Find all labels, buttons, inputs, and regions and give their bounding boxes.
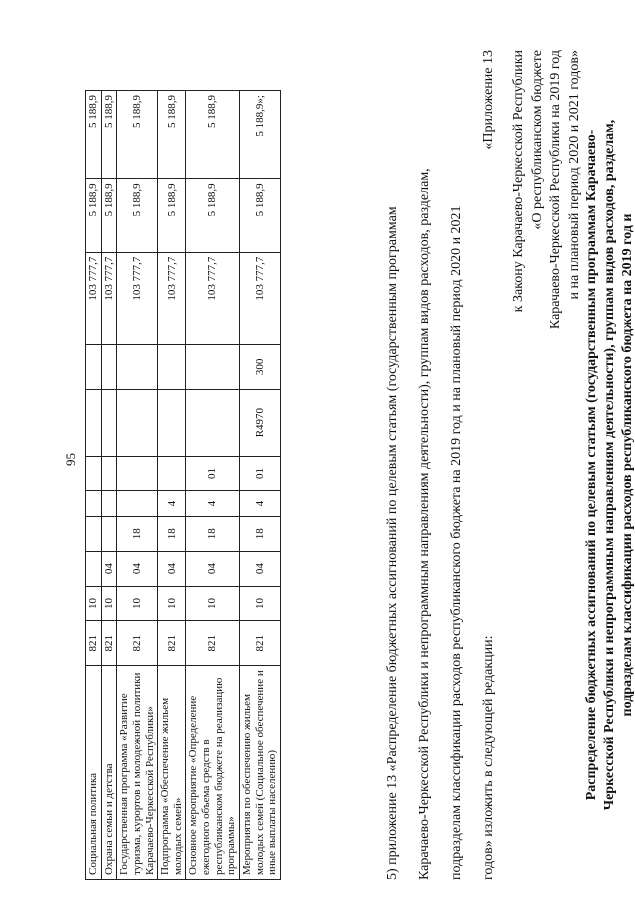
table-cell-v2: 5 188,9 — [101, 179, 117, 252]
table-cell-v3: 5 188,9 — [158, 91, 186, 179]
page-number: 95 — [63, 453, 78, 466]
table-cell-name: Социальная политика — [86, 666, 102, 880]
table-cell-c4 — [86, 516, 102, 551]
table-cell-c4: 18 — [117, 516, 158, 551]
table-cell-c1: 821 — [186, 621, 240, 666]
title-line-1: Распределение бюджетных ассигнований по целевым статьям (государственным программам Карачаево- — [584, 129, 599, 801]
table-cell-name: Подпрограмма «Обеспечение жильем молодых семей» — [158, 666, 186, 880]
table-cell-v3: 5 188,9 — [86, 91, 102, 179]
table-cell-c6 — [117, 456, 158, 491]
table-cell-c2: 10 — [186, 586, 240, 621]
table-cell-c8 — [186, 345, 240, 390]
table-cell-c4: 18 — [240, 516, 281, 551]
table-cell-c8 — [158, 345, 186, 390]
table-cell-v2: 5 188,9 — [86, 179, 102, 252]
table-cell-v1: 103 777,7 — [117, 252, 158, 345]
table-cell-v2: 5 188,9 — [240, 179, 281, 252]
table-cell-c4: 18 — [186, 516, 240, 551]
table-cell-c5: 4 — [158, 491, 186, 516]
budget-table — [85, 90, 281, 880]
table-cell-c8 — [86, 345, 102, 390]
table-cell-c7: R4970 — [240, 389, 281, 456]
table-cell-c3: 04 — [186, 551, 240, 586]
table-cell-c1: 821 — [117, 621, 158, 666]
amendment-paragraph-line-2: Карачаево-Черкесской Республики и непрограммным направлениям деятельности), группам видов расходов, разделам, — [417, 168, 432, 880]
table-cell-c6: 01 — [186, 456, 240, 491]
table-cell-c4: 18 — [158, 516, 186, 551]
table-cell-c8 — [101, 345, 117, 390]
table-cell-c5 — [101, 491, 117, 516]
table-cell-c3: 04 — [117, 551, 158, 586]
table-row — [186, 91, 240, 880]
title-line-2: Черкесской Республики и непрограммным направлениям деятельности), группам видов расходов, разделам, — [602, 119, 618, 811]
table-cell-c2: 10 — [101, 586, 117, 621]
table-cell-c1: 821 — [86, 621, 102, 666]
table-cell-v3: 5 188,9 — [101, 91, 117, 179]
table-cell-name: Мероприятия по обеспечению жильем молодых семей (Социальное обеспечение и иные выплаты населению) — [240, 666, 281, 880]
amendment-paragraph-line-1: 5) приложение 13 «Распределение бюджетных ассигнований по целевым статьям (государственным программам — [385, 206, 400, 880]
table-cell-v3: 5 188,9 — [117, 91, 158, 179]
table-row — [158, 91, 186, 880]
table-cell-v1: 103 777,7 — [186, 252, 240, 345]
table-cell-c2: 10 — [240, 586, 281, 621]
table-cell-name: Государственная программа «Развитие туризма, курортов и молодежной политики Карачаево-Черкесской Республики» — [117, 666, 158, 880]
appendix-line-4: Карачаево-Черкесской Республики на 2019 год — [548, 50, 564, 330]
table-cell-v3: 5 188,9»; — [240, 91, 281, 179]
table-cell-c5: 4 — [240, 491, 281, 516]
table-cell-v1: 103 777,7 — [101, 252, 117, 345]
table-row — [240, 91, 281, 880]
table-row — [117, 91, 158, 880]
table-cell-c8: 300 — [240, 345, 281, 390]
table-cell-c7 — [186, 389, 240, 456]
table-cell-c7 — [101, 389, 117, 456]
rotated-page-content — [85, 50, 635, 880]
table-cell-c1: 821 — [101, 621, 117, 666]
table-cell-v1: 103 777,7 — [86, 252, 102, 345]
appendix-line-5: и на плановый период 2020 и 2021 годов» — [566, 50, 582, 300]
table-cell-v2: 5 188,9 — [186, 179, 240, 252]
table-cell-v1: 103 777,7 — [158, 252, 186, 345]
table-cell-c6 — [86, 456, 102, 491]
table-cell-c3: 04 — [158, 551, 186, 586]
amendment-paragraph-line-4: годов» изложить в следующей редакции: — [481, 635, 496, 880]
table-cell-name: Основное мероприятие «Определение ежегодного объема средств в республиканском бюджете на реализацию программы» — [186, 666, 240, 880]
table-cell-v2: 5 188,9 — [158, 179, 186, 252]
table-row — [101, 91, 117, 880]
table-cell-c7 — [86, 389, 102, 456]
table-cell-c8 — [117, 345, 158, 390]
table-cell-c3: 04 — [240, 551, 281, 586]
table-cell-c1: 821 — [158, 621, 186, 666]
table-cell-c2: 10 — [158, 586, 186, 621]
table-cell-c5 — [86, 491, 102, 516]
table-cell-c2: 10 — [86, 586, 102, 621]
appendix-line-1: «Приложение 13 — [481, 50, 496, 150]
appendix-header — [480, 50, 584, 329]
table-cell-v2: 5 188,9 — [117, 179, 158, 252]
document-title — [583, 50, 635, 880]
table-cell-c5 — [117, 491, 158, 516]
table-cell-c6 — [158, 456, 186, 491]
table-cell-c7 — [158, 389, 186, 456]
appendix-line-3: «О республиканском бюджете — [529, 50, 545, 230]
appendix-line-2: к Закону Карачаево-Черкесской Республики — [511, 50, 527, 313]
table-cell-c5: 4 — [186, 491, 240, 516]
table-cell-c3 — [86, 551, 102, 586]
table-cell-c4 — [101, 516, 117, 551]
table-row — [86, 91, 102, 880]
table-cell-c1: 821 — [240, 621, 281, 666]
table-cell-c2: 10 — [117, 586, 158, 621]
table-cell-c7 — [117, 389, 158, 456]
table-cell-name: Охрана семьи и детства — [101, 666, 117, 880]
amendment-paragraph-line-3: подразделам классификации расходов республиканского бюджета на 2019 год и на плановый период 2020 и 2021 — [449, 205, 464, 880]
table-cell-v1: 103 777,7 — [240, 252, 281, 345]
table-cell-c3: 04 — [101, 551, 117, 586]
title-line-3: подразделам классификации расходов республиканского бюджета на 2019 год и — [620, 213, 635, 717]
table-cell-v3: 5 188,9 — [186, 91, 240, 179]
table-cell-c6: 01 — [240, 456, 281, 491]
table-cell-c6 — [101, 456, 117, 491]
